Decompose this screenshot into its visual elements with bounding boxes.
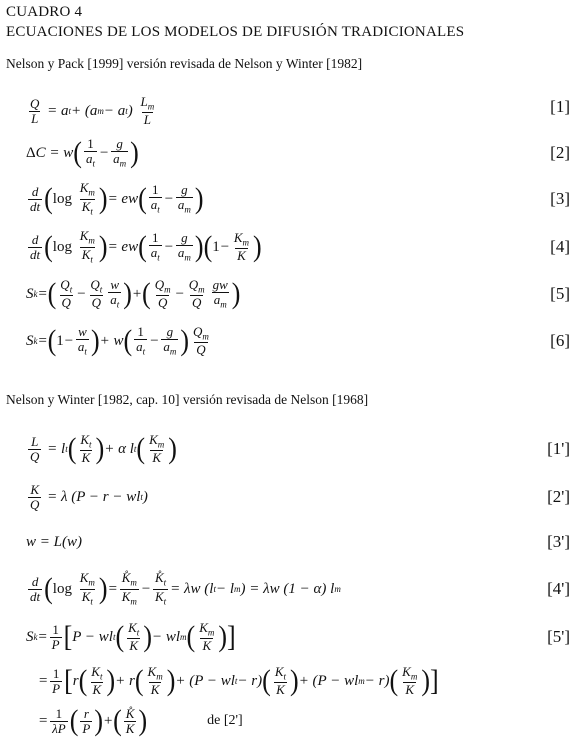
equation-number: [1'] [547,439,570,458]
equation-note: de [2'] [207,713,243,728]
equation-1p: $\frac{L}{Q}$ = l t ( $\frac{K_t}{K}$ ) + α l t ( $\frac{K_m}{K}$ ) [30,431,177,466]
equation-number: [2'] [547,487,570,506]
equation-3: $\frac{d}{dt}$ ( log $\frac{K_m}{K_t}$ ) = ew ( $\frac{1}{a_t}$ − $\frac{g}{a_m}$ ) [30,180,204,217]
equation-number: [3] [550,189,570,208]
equation-number: [4'] [547,579,570,598]
equation-number: [5'] [547,627,570,646]
equation-number: [2] [550,143,570,162]
equation-5p-line3: = $\frac{1}{\lambda P}$ ( $\frac{r}{P}$ ) + ( $\frac{K̊}{K}$ ) de [2'] [38,703,243,738]
section2-title: Nelson y Winter [1982, cap. 10] versión revisada de Nelson [1968] [6,392,369,407]
equation-2: Δ C = w ( $\frac{1}{a_t}$ − $\frac{g}{a_m}$ ) [26,135,139,170]
section1-title: Nelson y Pack [1999] versión revisada de Nelson y Winter [1982] [6,56,363,71]
table-title: ECUACIONES DE LOS MODELOS DE DIFUSIÓN TRADICIONALES [6,24,465,40]
table-label: CUADRO 4 [6,4,83,20]
equation-6: S k = ( 1 − $\frac{w}{a_t}$ ) + w ( $\frac{1}{a_t}$ − $\frac{g}{a_m}$ ) $\frac{Q_m}{Q}$ [26,323,209,358]
equation-3p: w = L(w) [26,533,82,550]
equation-5p-line1: S k = $\frac{1}{P}$ [ P − wl t ( $\frac{K_t}{K}$ ) − wl m ( $\frac{K_m}{K}$ )] [26,619,236,654]
equation-1: $\frac{Q}{L}$ = a t + (a m − a t ) $\frac{L_m}{L}$ [30,94,155,128]
equation-number: [4] [550,237,570,256]
equation-2p: $\frac{K}{Q}$ = λ (P − r − wl t ) [30,481,148,512]
equation-number: [3'] [547,532,570,551]
equation-5: S k = ( $\frac{Q_t}{Q}$ − $\frac{Q_t}{Q}$ $\frac{w}{a_t}$ ) + ( $\frac{Q_m}{Q}$ − $\frac{Q_m}{Q}$ $\frac{gw}{a_m}$ ) [26,276,241,311]
equation-number: [5] [550,284,570,303]
equation-number: [6] [550,331,570,350]
equation-5p-line2: = $\frac{1}{P}$ [ r ( $\frac{K_t}{K}$ ) + r ( $\frac{K_m}{K}$ ) + (P − wl t − r) ( $\frac{K_t}{K}$ ) + (P − wl m − r) ( $\frac{K_m}{K}$ )] [38,663,439,698]
equation-number: [1] [550,97,570,116]
equation-4p: $\frac{d}{dt}$ ( log $\frac{K_m}{K_t}$ ) = $\frac{K̊_m}{K_m}$ − $\frac{K̊_t}{K_t}$ = λw (l t − l m ) = λw (1 − α) l m [30,570,341,607]
equation-4: $\frac{d}{dt}$ ( log $\frac{K_m}{K_t}$ ) = ew ( $\frac{1}{a_t}$ − $\frac{g}{a_m}$ )( 1 − $\frac{K_m}{K}$ ) [30,228,262,265]
